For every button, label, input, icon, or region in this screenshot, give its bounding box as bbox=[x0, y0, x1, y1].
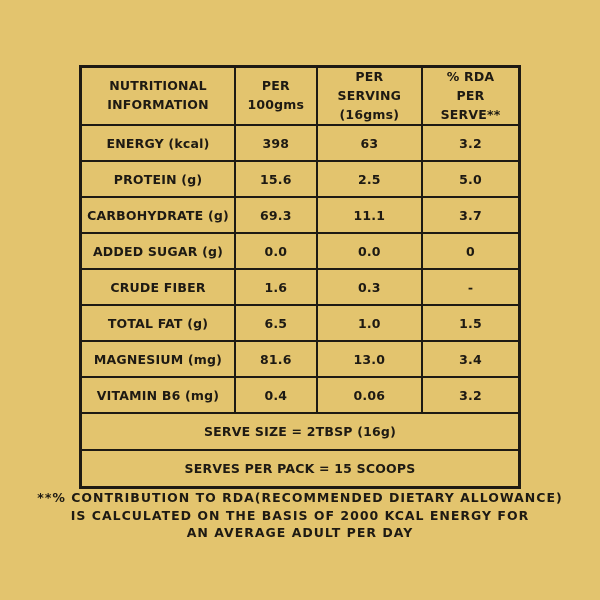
table-row-protein bbox=[81, 161, 520, 197]
table-row-magnesium bbox=[81, 341, 520, 377]
row-label: PROTEIN (g) bbox=[81, 161, 236, 197]
value-per-100: 1.6 bbox=[235, 269, 317, 305]
value-per-serving: 0.06 bbox=[317, 377, 422, 413]
header-nutritional-information bbox=[81, 67, 236, 126]
serves-per-pack-label: SERVES PER PACK = 15 SCOOPS bbox=[81, 450, 520, 487]
table-row-energy bbox=[81, 125, 520, 161]
row-label: CRUDE FIBER bbox=[81, 269, 236, 305]
header-rda-per-serve bbox=[422, 67, 519, 126]
value-per-serving: 11.1 bbox=[317, 197, 422, 233]
value-rda: 3.4 bbox=[422, 341, 519, 377]
value-per-100: 0.4 bbox=[235, 377, 317, 413]
value-rda: - bbox=[422, 269, 519, 305]
header-line: PER bbox=[261, 78, 290, 94]
header-per-serving bbox=[317, 67, 422, 126]
value-rda: 3.7 bbox=[422, 197, 519, 233]
row-label: ADDED SUGAR (g) bbox=[81, 233, 236, 269]
value-rda: 0 bbox=[422, 233, 519, 269]
row-label: VITAMIN B6 (mg) bbox=[81, 377, 236, 413]
header-line: PER SERVE** bbox=[440, 87, 501, 122]
serve-size-label: SERVE SIZE = 2TBSP (16g) bbox=[81, 413, 520, 450]
value-per-100: 6.5 bbox=[235, 305, 317, 341]
table-row-crude-fiber bbox=[81, 269, 520, 305]
value-per-serving: 0.3 bbox=[317, 269, 422, 305]
value-per-serving: 0.0 bbox=[317, 233, 422, 269]
footnote-line-2: IS CALCULATED ON THE BASIS OF 2000 KCAL ENERGY FOR bbox=[70, 507, 530, 523]
value-rda: 5.0 bbox=[422, 161, 519, 197]
value-rda: 3.2 bbox=[422, 125, 519, 161]
header-line: (16gms) bbox=[339, 106, 400, 122]
value-per-serving: 2.5 bbox=[317, 161, 422, 197]
value-per-serving: 63 bbox=[317, 125, 422, 161]
header-line: PER SERVING bbox=[337, 69, 402, 103]
value-per-serving: 1.0 bbox=[317, 305, 422, 341]
value-rda: 3.2 bbox=[422, 377, 519, 413]
header-line: NUTRITIONAL bbox=[109, 78, 207, 94]
table-row-added-sugar bbox=[81, 233, 520, 269]
serves-per-pack-row bbox=[81, 450, 520, 487]
footnote-line-3: AN AVERAGE ADULT PER DAY bbox=[186, 525, 414, 540]
row-label: TOTAL FAT (g) bbox=[81, 305, 236, 341]
table-row-vitamin-b6 bbox=[81, 377, 520, 413]
value-per-100: 398 bbox=[235, 125, 317, 161]
header-line: % RDA bbox=[446, 69, 495, 84]
serve-size-row bbox=[81, 413, 520, 450]
table-header-row bbox=[81, 67, 520, 126]
nutrition-table bbox=[79, 65, 521, 489]
value-per-100: 81.6 bbox=[235, 341, 317, 377]
value-per-100: 0.0 bbox=[235, 233, 317, 269]
value-rda: 1.5 bbox=[422, 305, 519, 341]
value-per-100: 15.6 bbox=[235, 161, 317, 197]
header-line: INFORMATION bbox=[107, 97, 209, 113]
row-label: ENERGY (kcal) bbox=[81, 125, 236, 161]
footnote-line-1: **% CONTRIBUTION TO RDA(RECOMMENDED DIETARY ALLOWANCE) bbox=[37, 490, 563, 505]
table-row-total-fat bbox=[81, 305, 520, 341]
table-row-carbohydrate bbox=[81, 197, 520, 233]
row-label: MAGNESIUM (mg) bbox=[81, 341, 236, 377]
header-line: 100gms bbox=[247, 97, 305, 113]
value-per-serving: 13.0 bbox=[317, 341, 422, 377]
rda-footnote bbox=[0, 489, 600, 542]
header-per-100gms bbox=[235, 67, 317, 126]
row-label: CARBOHYDRATE (g) bbox=[81, 197, 236, 233]
value-per-100: 69.3 bbox=[235, 197, 317, 233]
